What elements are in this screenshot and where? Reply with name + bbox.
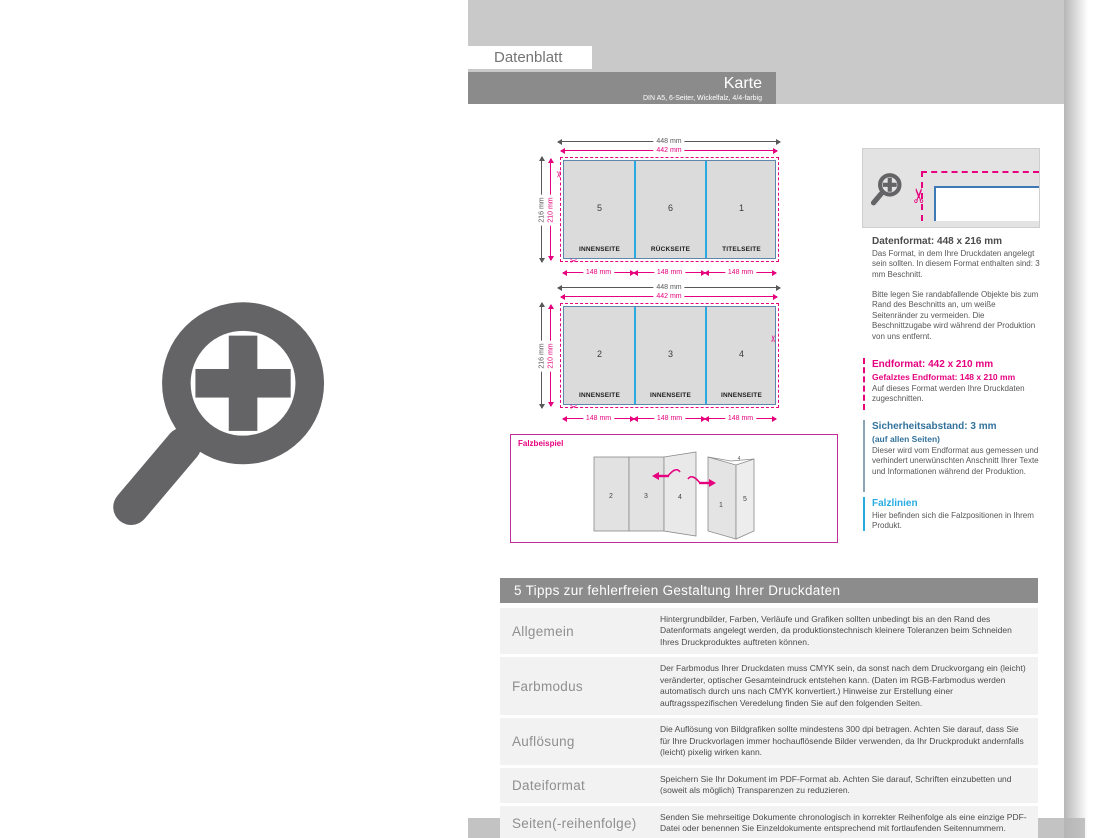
falzlinien-rule (863, 497, 865, 531)
endformat-box (563, 306, 779, 405)
section-body: Dieser wird vom Endformat aus gemessen und verhindert unerwünschten Anschnitt Ihrer Texte und Informationen während der Produktion. (872, 446, 1039, 476)
tips-table (500, 608, 1038, 838)
fold-panel-number: 4 (678, 494, 682, 501)
fold-panel-number: 5 (743, 496, 747, 503)
dimension-label: 210 mm (548, 194, 555, 225)
dimension-line (705, 269, 776, 277)
scissors-icon: ✂ (570, 256, 578, 266)
section-body: Bitte legen Sie randabfallende Objekte bis zum Rand des Beschnitts an, um weiße Seitenränder zu vermeiden. Die Beschnittzugabe wird während der Produktion von uns entfernt. (872, 290, 1039, 341)
dimension-line (705, 415, 776, 423)
panel-caption: INNENSEITE (720, 392, 762, 399)
endformat-area (934, 186, 1039, 221)
table-row (500, 608, 1038, 654)
tips-header: 5 Tipps zur fehlerfreien Gestaltung Ihrer Druckdaten (500, 578, 1038, 603)
section-falzlinien (872, 497, 1042, 532)
panel-number: 3 (667, 349, 673, 359)
section-heading: Falzlinien (872, 498, 918, 509)
panel-number: 2 (596, 349, 602, 359)
dimension-label: 148 mm (583, 269, 614, 276)
table-row (500, 806, 1038, 838)
dimension-line (561, 147, 777, 155)
panel-caption: INNENSEITE (649, 392, 691, 399)
dimension-line (558, 138, 780, 146)
diagram-inner-spread (520, 276, 810, 428)
zoom-in-icon (103, 288, 345, 550)
fold-panel-number: 1 (719, 502, 723, 509)
section-datenformat-note (872, 290, 1042, 342)
section-subheading: Gefalztes Endformat: 148 x 210 mm (872, 372, 1016, 382)
dimension-label: 448 mm (653, 138, 684, 145)
section-heading: Sicherheitsabstand: 3 mm (872, 421, 997, 432)
table-row (500, 657, 1038, 715)
dimension-label: 442 mm (653, 147, 684, 154)
dimension-label: 148 mm (583, 415, 614, 422)
panel-number: 4 (738, 349, 744, 359)
dimension-label: 148 mm (654, 415, 685, 422)
cut-line (921, 171, 1039, 173)
panel-caption: INNENSEITE (578, 392, 620, 399)
fold-example-label: Falzbeispiel (518, 439, 564, 448)
tip-text: Senden Sie mehrseitige Dokumente chronologisch in korrekter Reihenfolge als eine einzige PDF-Datei oder benennen Sie Einzeldokumente entsprechend mit fortlaufenden Seitennummern. (660, 811, 1027, 834)
fold-example-box (510, 434, 838, 543)
dimension-line (634, 415, 705, 423)
table-row (500, 768, 1038, 803)
diagram-outer-spread (520, 130, 810, 282)
fold-panel-number: 4 (737, 456, 741, 462)
scissors-icon: ✂ (553, 170, 564, 179)
dimension-line (547, 159, 555, 260)
panel-caption: INNENSEITE (578, 246, 620, 253)
tip-text: Hintergrundbilder, Farben, Verläufe und Grafiken sollten unbedingt bis an den Rand des Datenformats angelegt werden, da produktionstechnisch kleinere Toleranzen beim Schneiden Ihres Druckproduktes auftreten können. (660, 614, 1012, 647)
section-subheading: (auf allen Seiten) (872, 434, 941, 444)
fold-panel-number: 2 (609, 493, 613, 500)
section-datenformat (872, 235, 1042, 280)
page-subtitle: DIN A5, 6-Seiter, Wickelfalz, 4/4-farbig (642, 95, 762, 102)
tip-text: Der Farbmodus Ihrer Druckdaten muss CMYK sein, da sonst nach dem Druckvorgang ein (leicht) veränderter, optischer Gesamteindruck entstehen kann. (Daten im RGB-Farbmodus werden automatisch durch uns nach CMYK konvertiert.) Hinweise zur Erstellung einer auftragsspezifischen Veredelung finden Sie auf den folgenden Seiten. (660, 663, 1026, 708)
section-heading: Datenformat: 448 x 216 mm (872, 236, 1003, 247)
dimension-line (558, 284, 780, 292)
dimension-line (563, 269, 634, 277)
section-body: Das Format, in dem Ihre Druckdaten angelegt sein sollten. In diesem Format enthalten sind: 3 mm Beschnitt. (872, 249, 1040, 279)
scissors-icon: ✂ (909, 187, 931, 204)
dimension-line (538, 157, 546, 262)
dimension-label: 216 mm (539, 194, 546, 225)
dimension-label: 148 mm (725, 269, 756, 276)
endformat-line (934, 186, 1039, 188)
endformat-line (934, 186, 936, 221)
section-sicherheitsabstand (872, 420, 1042, 477)
datenblatt-tab: Datenblatt (468, 46, 592, 69)
dimension-label: 148 mm (725, 415, 756, 422)
section-body: Auf dieses Format werden Ihre Druckdaten zugeschnitten. (872, 384, 1025, 404)
tip-text: Die Auflösung von Bildgrafiken sollte mindestens 300 dpi betragen. Achten Sie darauf, dass Sie für Ihre Druckvorlagen immer hochauflösende Bilder verwenden, da Ihr Druckprodukt andernfalls (leicht) pixelig wirken kann. (660, 724, 1024, 758)
format-preview-thumbnail (862, 148, 1040, 228)
dimension-line (563, 415, 634, 423)
dimension-label: 448 mm (653, 284, 684, 291)
tip-label: Auflösung (512, 733, 575, 749)
tip-label: Allgemein (512, 623, 574, 639)
panel-number: 6 (667, 203, 673, 213)
table-row (500, 718, 1038, 764)
scissors-icon: ✂ (570, 402, 578, 412)
panel-caption: TITELSEITE (722, 246, 761, 253)
tip-label: Farbmodus (512, 678, 583, 694)
dimension-label: 210 mm (548, 340, 555, 371)
title-bar (468, 72, 776, 104)
section-endformat (872, 358, 1042, 405)
sicherheitsabstand-rule (863, 420, 865, 492)
tip-label: Seiten(-reihenfolge) (512, 815, 637, 831)
dimension-label: 148 mm (654, 269, 685, 276)
fold-example-illustration (511, 435, 837, 542)
section-body: Hier befinden sich die Falzpositionen in Ihrem Produkt. (872, 511, 1034, 531)
endformat-rule (863, 358, 865, 410)
section-heading: Endformat: 442 x 210 mm (872, 359, 994, 370)
dimension-line (561, 293, 777, 301)
dimension-label: 216 mm (539, 340, 546, 371)
dimension-label: 442 mm (653, 293, 684, 300)
dimension-line (547, 305, 555, 406)
page-edge-shadow (1064, 0, 1088, 838)
format-corner-preview (909, 155, 1039, 221)
panel-number: 1 (738, 203, 744, 213)
panel-caption: RÜCKSEITE (650, 246, 691, 253)
panel-number: 5 (596, 203, 602, 213)
dimension-line (538, 303, 546, 408)
page-title: Karte (723, 75, 762, 92)
dimension-line (634, 269, 705, 277)
tip-label: Dateiformat (512, 777, 586, 793)
fold-panel-number: 3 (644, 493, 648, 500)
scissors-icon: ✂ (768, 334, 779, 343)
tip-text: Speichern Sie Ihr Dokument im PDF-Format ab. Achten Sie darauf, Schriften einzubetten und (soweit als möglich) Transparenzen zu reduzieren. (660, 773, 1012, 796)
endformat-box (563, 160, 776, 259)
zoom-in-icon (869, 171, 905, 209)
